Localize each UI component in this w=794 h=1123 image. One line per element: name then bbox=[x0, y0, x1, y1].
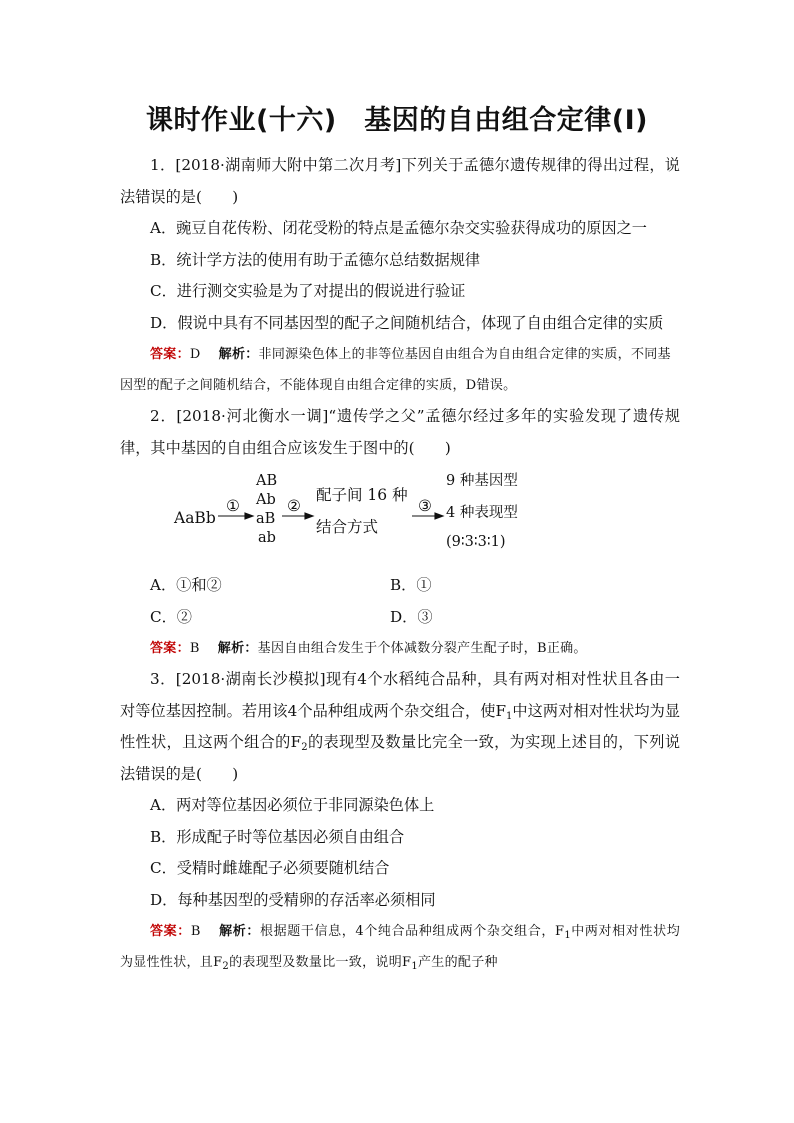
question-1-option-b: B．统计学方法的使用有助于孟德尔总结数据规律 bbox=[150, 250, 481, 269]
diagram-result-ratio: (9∶3∶3∶1) bbox=[446, 534, 506, 550]
analysis-text: 中两对相对性状均为显性性状，且F bbox=[120, 924, 680, 970]
question-1-answer bbox=[120, 339, 680, 401]
analysis-label: 解析： bbox=[218, 347, 259, 362]
question-2-stem: 2．[2018·河北衡水一调]“遗传学之父”孟德尔经过多年的实验发现了遗传规律，其中基因的自由组合应该发生于图中的( ) bbox=[120, 407, 680, 457]
question-2-option-a: A．①和② bbox=[150, 576, 222, 594]
question-1-option-c: C．进行测交实验是为了对提出的假说进行验证 bbox=[150, 282, 466, 300]
answer-label: 答案： bbox=[150, 641, 190, 656]
diagram-step-1: ① bbox=[226, 497, 240, 515]
diagram-step-2: ② bbox=[287, 497, 301, 515]
analysis-text: 基因自由组合发生于个体减数分裂产生配子时，B正确。 bbox=[257, 641, 587, 656]
diagram-result-phenotypes: 4 种表现型 bbox=[446, 505, 518, 521]
diagram-step-3: ③ bbox=[418, 497, 432, 515]
diagram-gamete-ab-lower-upper: aB bbox=[256, 511, 276, 527]
answer-label: 答案： bbox=[150, 924, 191, 939]
answer-value: D bbox=[189, 347, 201, 362]
diagram-gamete-ab-upper: AB bbox=[256, 473, 278, 489]
diagram-combo-line-1: 配子间 16 种 bbox=[316, 486, 408, 504]
question-2-options-row-2 bbox=[120, 602, 680, 634]
question-2-answer bbox=[120, 633, 680, 664]
question-2-option-b: B．① bbox=[390, 576, 432, 594]
question-1-option-d: D．假说中具有不同基因型的配子之间随机结合，体现了自由组合定律的实质 bbox=[150, 313, 664, 332]
diagram-result-genotypes: 9 种基因型 bbox=[446, 473, 518, 489]
diagram-gamete-ab-mixed: Ab bbox=[256, 492, 276, 508]
stem-text: 的表现型及数量比完全一致，为实现上述目的，下列说法错误的是( ) bbox=[120, 733, 681, 783]
analysis-text: 根据题干信息，4个纯合品种组成两个杂交组合，F bbox=[259, 924, 565, 939]
question-3-option-a: A．两对等位基因必须位于非同源染色体上 bbox=[150, 796, 435, 814]
question-3-option-d: D．每种基因型的受精卵的存活率必须相同 bbox=[150, 890, 436, 909]
analysis-text: 产生的配子种 bbox=[418, 955, 498, 970]
question-2-option-d: D．③ bbox=[390, 607, 433, 626]
arrow-2-head bbox=[305, 513, 313, 519]
subscript: 1 bbox=[564, 930, 571, 941]
arrow-1-head bbox=[245, 513, 253, 519]
question-2-option-c: C．② bbox=[150, 607, 192, 626]
question-3-stem bbox=[120, 664, 680, 790]
analysis-label: 解析： bbox=[217, 641, 258, 656]
question-2-options-row-1 bbox=[120, 570, 680, 602]
diagram-combo-line-2: 结合方式 bbox=[316, 518, 379, 536]
question-3-answer bbox=[120, 916, 680, 978]
gene-combination-diagram bbox=[120, 470, 680, 568]
question-1-stem: 1．[2018·湖南师大附中第二次月考]下列关于孟德尔遗传规律的得出过程，说法错误的是( ) bbox=[120, 156, 680, 206]
answer-value: B bbox=[189, 641, 200, 656]
subscript: 2 bbox=[222, 961, 230, 972]
answer-value: B bbox=[190, 924, 201, 939]
diagram-parent-genotype: AaBb bbox=[174, 509, 216, 527]
question-1-option-a: A．豌豆自花传粉、闭花受粉的特点是孟德尔杂交实验获得成功的原因之一 bbox=[150, 219, 647, 237]
answer-label: 答案： bbox=[150, 347, 190, 362]
analysis-text: 非同源染色体上的非等位基因自由组合为自由组合定律的实质，不同基因型的配子之间随机结合，不能体现自由组合定律的实质，D错误。 bbox=[120, 347, 671, 393]
document-body bbox=[120, 150, 680, 978]
analysis-label: 解析： bbox=[218, 924, 260, 939]
diagram-gamete-ab-lower: ab bbox=[258, 530, 276, 546]
page-title: 课时作业(十六) 基因的自由组合定律(Ⅰ) bbox=[146, 105, 648, 136]
analysis-text: 的表现型及数量比一致，说明F bbox=[229, 955, 412, 970]
subscript: 1 bbox=[506, 710, 513, 722]
stem-text: 3．[2018·湖南长沙模拟]现有4个水稻纯合品种，具有两对相对性状且各由一对等位基因控制。若用该4个品种组成两个杂交组合，使F bbox=[120, 670, 680, 720]
stem-text: 中这两对相对性状均为显性性状，且这两个组合的F bbox=[120, 701, 681, 751]
question-3-option-b: B．形成配子时等位基因必须自由组合 bbox=[150, 827, 405, 846]
arrow-3-head bbox=[435, 513, 443, 519]
subscript: 2 bbox=[301, 742, 308, 753]
subscript: 1 bbox=[411, 961, 418, 972]
question-3-option-c: C．受精时雌雄配子必须要随机结合 bbox=[150, 859, 390, 877]
